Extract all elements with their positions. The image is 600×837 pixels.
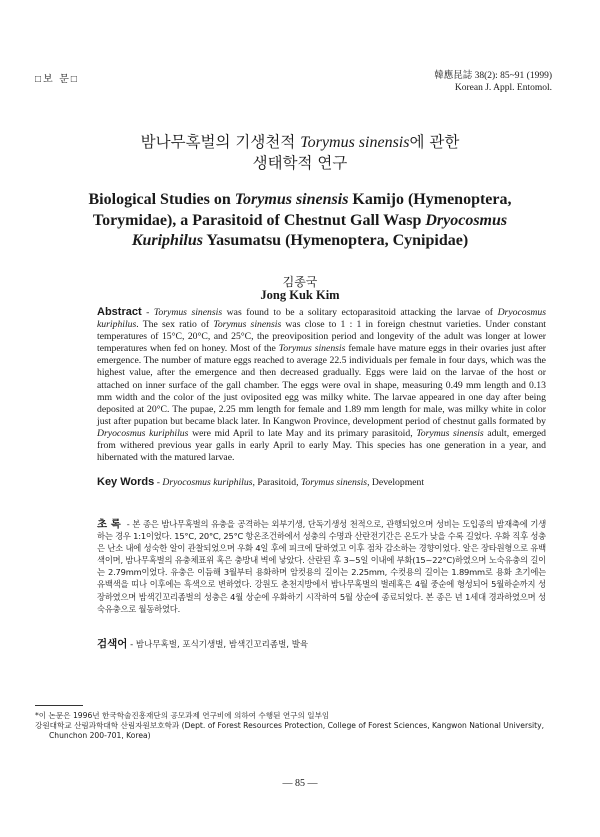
- abstract: Abstract - Torymus sinensis was found to be a solitary ectoparasitoid attacking the larvae of Dryocosmus kuriphilus. The sex ratio of Torymus sinensis was close to 1 : 1 in foreign chestnut varieties. Under constant temperatures of 15°C, 20°C, and 25°C, the preoviposition period and longevity of the adult was longer at lower temperatures when fed on honey. Most of the Torymus sinensis female have mature eggs in their ovaries just after emergence. The number of mature eggs reached to average 22.5 individuals per female in four days, which was the highest value, after the emergence and then decreased gradually. Eggs were laid on the larvae of the host or attached on inner surface of the gall chamber. The eggs were oval in shape, measuring 0.49 mm length and 0.13 mm width and the color of the just oviposited egg was milky white. The larvae appeared in one day after being deposited at 20°C. The pupae, 2.25 mm length for female and 1.89 mm length for male, was milky white in color just after pupation but became black later. In Kangwon Province, development period of chestnut galls formated by Dryocosmus kuriphilus were mid April to late May and its primary parasitoid, Torymus sinensis adult, emerged from withered previous year galls in early April to early May. This species has one generation in a year, and hibernated with the matured larvae.: [97, 306, 547, 464]
- english-title-line3: Kuriphilus Yasumatsu (Hymenoptera, Cynipidae): [131, 232, 469, 249]
- page-number: — 85 —: [282, 778, 318, 789]
- journal-name: Korean J. Appl. Entomol.: [454, 83, 552, 93]
- article-type-label: □보 문□: [35, 74, 79, 85]
- korean-title: [0, 132, 600, 174]
- author-english: Jong Kuk Kim: [260, 288, 340, 302]
- korean-abstract: [97, 518, 546, 615]
- korean-abstract-text: - 본 종은 밤나무혹벌의 유충을 공격하는 외부기생, 단독기생성 천적으로, 관행되었으며 성비는 도입종의 밤재축에 기생하는 경우 1:1이었다. 15°C, 20°C, 25°C 항온조건하에서 성충의 수명과 산란전기간은 온도가 낮을 수록 길었다. 우화 직후 성충은 난소 내에 성숙한 알이 관찰되었으며 우화 4일 후에 피크에 달하였고 이후 점차 감소하는 경향이었다. 알은 장타원형으로 유백색이며, 밤나무혹벌의 유충체표위 혹은 충방내 벽에 낳았다. 산란된 후 3~5일 이내에 부화(15~22°C)하였으며 노숙유충의 길이는 2.79mm이었다. 유충은 이듬해 3월부터 용화하며 암컷용의 길이는 2.25mm, 수컷용의 길이는 1.89mm로 용화 초기에는 유백색을 띠나 이후에는 흑색으로 변하였다. 강원도 춘천지방에서 밤나무혹벌의 벌레혹은 4월 중순에 형성되어 5월하순까지 성장하였으며 밤색긴꼬리좀벌의 성충은 4월 상순에 우화하기 시작하여 5월 상순에 종료되었다. 본 종은 년 1세대 경과하였으며 성숙유충으로 월동하였다.: [97, 519, 547, 614]
- korean-title-line2: 생태학적 연구: [252, 154, 348, 172]
- author-korean: 김종국: [282, 275, 318, 289]
- korean-keywords-label: 검색어: [97, 638, 128, 650]
- footnote-funding: *이 논문은 1996년 한국학술진흥재단의 공모과제 연구비에 의하여 수행된 연구의 일부임: [35, 711, 330, 720]
- journal-header: [434, 70, 552, 94]
- english-title-line2: Torymidae), a Parasitoid of Chestnut Gall Wasp Dryocosmus: [92, 211, 508, 229]
- footnote: [35, 711, 550, 741]
- footnote-affiliation: 강원대학교 산림과학대학 산림자원보호학과 (Dept. of Forest Resources Protection, College of Forest Sciences, Kangwon National University,: [35, 721, 545, 730]
- journal-reference: 韓應昆誌 38(2): 85~91 (1999): [434, 71, 552, 81]
- korean-title-line1: 밤나무혹벌의 기생천적 Torymus sinensis에 관한: [140, 133, 460, 151]
- keywords-label: Key Words: [97, 476, 155, 488]
- keywords: Key Words - Dryocosmus kuriphilus, Parasitoid, Torymus sinensis, Development: [97, 476, 425, 488]
- english-title-line1: Biological Studies on Torymus sinensis Kamijo (Hymenoptera,: [88, 191, 512, 208]
- english-title: [40, 190, 560, 252]
- abstract-label: Abstract: [97, 306, 142, 318]
- korean-abstract-label: 초 록: [97, 518, 121, 530]
- korean-keywords: 검색어 - 밤나무혹벌, 포식기생벌, 밤색긴꼬리좀벌, 발육: [97, 638, 309, 650]
- footnote-divider: [35, 705, 83, 706]
- korean-title-species: Torymus sinensis: [300, 134, 410, 151]
- footnote-address: Chunchon 200-701, Korea): [49, 731, 151, 740]
